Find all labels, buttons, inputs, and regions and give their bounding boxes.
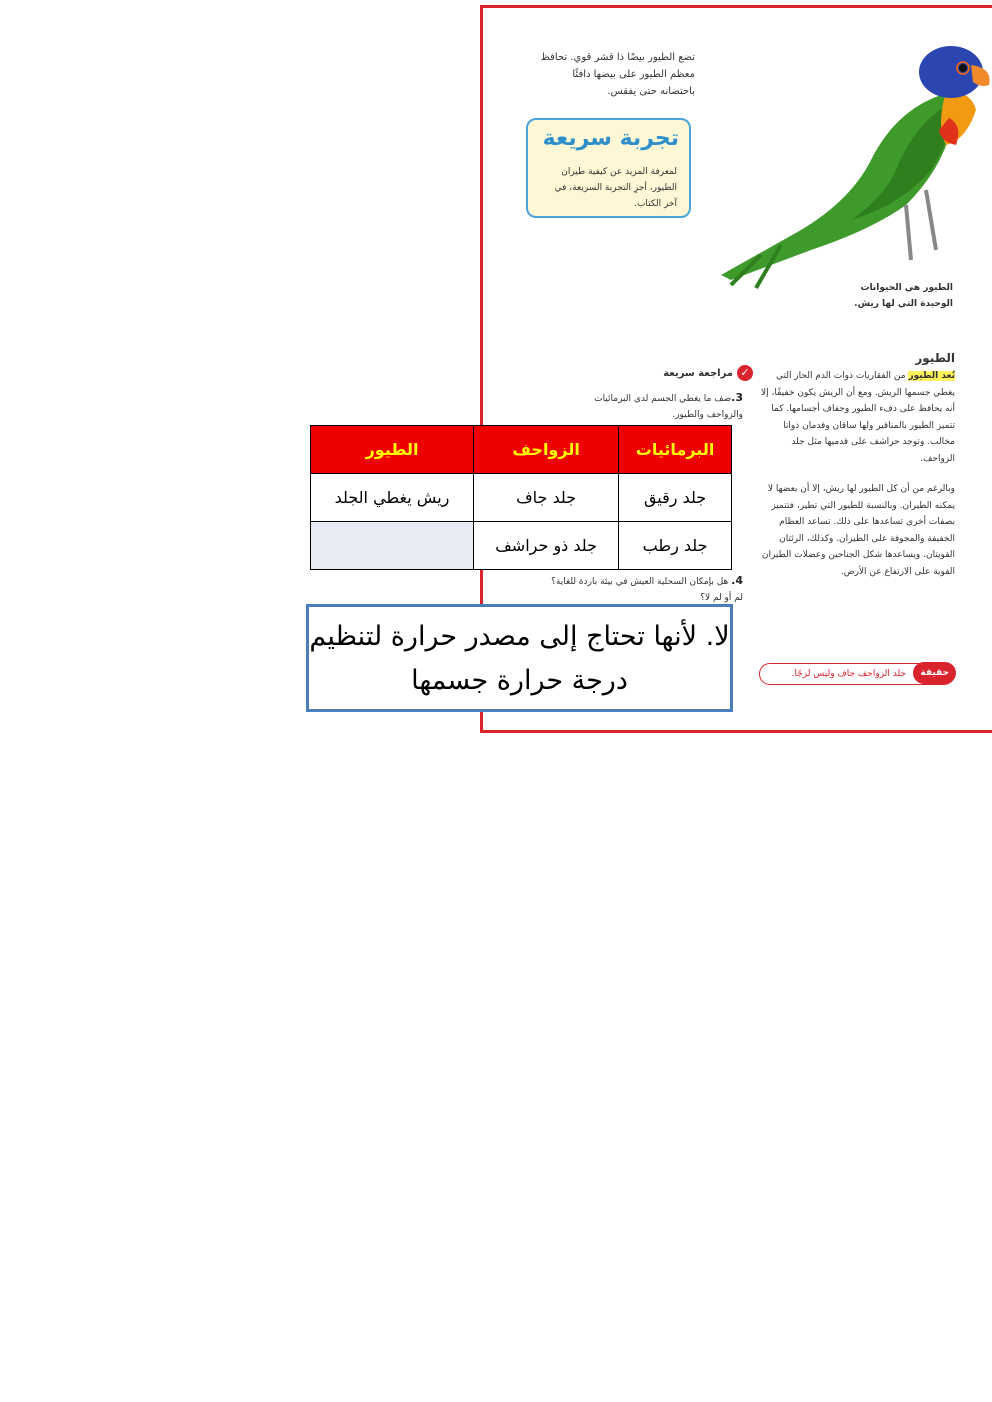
birds-paragraph-1-text: من الفقاريات ذوات الدم الحار التي يغطي جسمها الريش. ومع أن الريش يكون خفيفًا، إلا أنه يحافظ على دفء الطيور وجفاف أجسامها. كما تتميز الطيور بالمناقير ولها ساقان وقدمان ذواتا مخالب. وتوجد حراشف على قدميها مثل جلد الزواحف. <box>760 371 955 464</box>
quick-review-heading <box>563 365 753 382</box>
fact-callout <box>759 663 955 685</box>
fact-label: حقيقة <box>913 662 956 684</box>
birds-paragraph-1 <box>757 368 955 467</box>
table-cell: جلد رقيق <box>619 474 732 522</box>
table-row <box>311 522 732 570</box>
section-title-birds: الطيور <box>915 351 955 365</box>
question-3-number: 3. <box>731 391 743 404</box>
birds-body-text <box>757 368 955 594</box>
parrot-caption: الطيور هي الحيوانات الوحيدة التي لها ريش. <box>854 283 953 309</box>
table-cell: ريش يغطي الجلد <box>311 474 474 522</box>
table-header-row <box>311 426 732 474</box>
birds-paragraph-2: وبالرغم من أن كل الطيور لها ريش، إلا أن بعضها لا يمكنه الطيران. وبالنسبة للطيور التي تطير، فتتميز بصفات أخرى تساعدها على ذلك. تساعد العظام الخفيفة والمجوفة على الطيران. وكذلك، الرئتان القويتان. ويساعدها شكل الجناحين وعضلات الطيران القوية على الارتفاع عن الأرض. <box>761 484 955 577</box>
parrot-illustration <box>701 30 991 290</box>
fact-text: جلد الزواحف جاف وليس لزجًا. <box>791 669 906 679</box>
quick-review-title: مراجعة سريعة <box>663 368 733 379</box>
eggs-intro-text: تضع الطيور بيضًا ذا قشر قوي. تحافظ معظم الطيور على بيضها دافئًا باحتضانه حتى يفقس. <box>540 52 695 97</box>
table-cell: جلد جاف <box>474 474 619 522</box>
question-3 <box>563 390 743 423</box>
quick-lab-title: تجربة سريعة <box>542 126 679 151</box>
comparison-table <box>310 425 732 570</box>
header-reptiles: الزواحف <box>474 426 619 474</box>
header-amphibians: البرمائيات <box>619 426 732 474</box>
table-row <box>311 474 732 522</box>
quick-lab-box <box>526 118 691 218</box>
question-4-number: 4. <box>731 574 743 587</box>
quick-lab-body: لمعرفة المزيد عن كيفية طيران الطيور، أجرِ التجربة السريعة، في آخر الكتاب. <box>554 167 677 209</box>
table-cell: جلد ذو حراشف <box>474 522 619 570</box>
check-icon: ✓ <box>737 365 753 381</box>
question-4-text: هل بإمكان السحلية العيش في بيئة باردة للغاية؟ لم أو لم لا؟ <box>551 577 743 603</box>
key-term-birds: تُعد الطيور <box>908 371 955 381</box>
table-cell-empty <box>311 522 474 570</box>
header-birds: الطيور <box>311 426 474 474</box>
table-cell: جلد رطب <box>619 522 732 570</box>
answer-box: لا. لأنها تحتاج إلى مصدر حرارة لتنظيم درجة حرارة جسمها <box>306 604 733 712</box>
question-4 <box>543 573 743 606</box>
question-3-text: صف ما يغطي الجسم لدى البرمائيات والزواحف والطيور. <box>594 394 743 420</box>
